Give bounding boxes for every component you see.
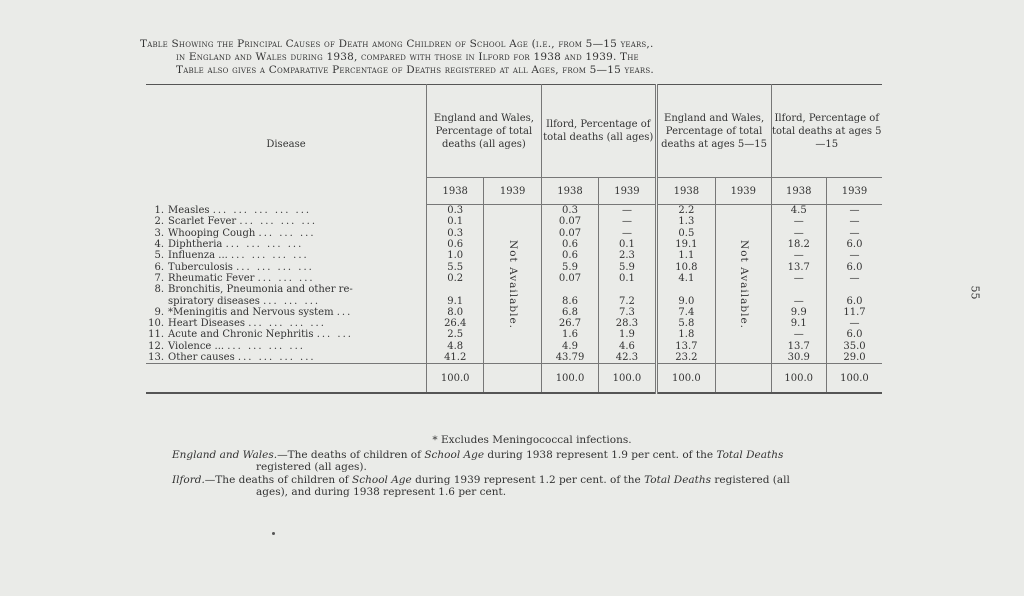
- row-number: 5.: [154, 250, 164, 262]
- value-cell: 6.0: [826, 239, 882, 250]
- value-cell: 1.6: [541, 329, 598, 340]
- disease-cell: [146, 261, 426, 272]
- total-value: 100.0: [656, 364, 715, 394]
- value-cell: 41.2: [426, 352, 483, 364]
- value-cell: 5.9: [541, 261, 598, 272]
- disease-name: Other causes: [168, 352, 235, 363]
- value-cell: 0.3: [426, 228, 483, 239]
- value-cell: 0.1: [599, 239, 656, 250]
- total-value: 100.0: [771, 364, 826, 394]
- total-value: 100.0: [541, 364, 598, 394]
- disease-name: Measles: [168, 204, 210, 216]
- value-cell: 0.07: [541, 216, 598, 227]
- note-text: during 1939 represent 1.2 per cent. of the: [411, 473, 645, 486]
- leader-dots: ... ... ... ...: [227, 340, 305, 352]
- value-cell: 2.2: [656, 205, 715, 217]
- totals-row: [146, 364, 882, 394]
- disease-cell: [146, 318, 426, 329]
- leader-dots: ... ... ...: [263, 295, 321, 307]
- note-label: Ilford.: [172, 473, 205, 486]
- value-cell: 10.8: [656, 261, 715, 272]
- value-cell: —: [771, 216, 826, 227]
- row-number: 13.: [148, 352, 164, 363]
- value-cell: 13.7: [771, 341, 826, 352]
- page-number: 55: [968, 285, 982, 300]
- value-cell: 1.3: [656, 216, 715, 227]
- value-cell: [541, 284, 598, 295]
- value-cell: [826, 284, 882, 295]
- note-italic: Total Deaths: [644, 473, 712, 486]
- value-cell: 0.1: [426, 216, 483, 227]
- value-cell: 1.0: [426, 250, 483, 261]
- value-cell: 4.6: [599, 341, 656, 352]
- disease-name: Heart Diseases: [168, 318, 245, 330]
- disease-name: Diphtheria: [168, 239, 223, 251]
- value-cell: 6.8: [541, 307, 598, 318]
- value-cell: —: [826, 250, 882, 261]
- value-cell: 4.8: [426, 341, 483, 352]
- disease-name: Rheumatic Fever: [168, 272, 255, 284]
- disease-cell: [146, 239, 426, 250]
- value-cell: 0.3: [426, 205, 483, 217]
- row-number: 2.: [154, 216, 164, 228]
- title-line-2: in England and Wales during 1938, compared with those in Ilford for 1938 and 1939. The: [176, 51, 639, 63]
- value-cell: 42.3: [599, 352, 656, 364]
- ink-dot: [272, 532, 275, 535]
- note-italic: Total Deaths: [716, 448, 784, 461]
- note-italic: School Age: [352, 473, 412, 486]
- value-cell: 23.2: [656, 352, 715, 364]
- value-cell: 30.9: [771, 352, 826, 364]
- value-cell: 29.0: [826, 352, 882, 364]
- row-number: 6.: [154, 261, 164, 273]
- row-number: 4.: [154, 239, 164, 251]
- value-cell: 9.1: [426, 295, 483, 306]
- value-cell: —: [771, 329, 826, 340]
- value-cell: 5.9: [599, 261, 656, 272]
- year-header: 1938: [541, 178, 598, 205]
- row-number: 1.: [154, 204, 164, 216]
- disease-name: Tuberculosis: [168, 261, 233, 273]
- table-title: [140, 38, 900, 77]
- value-cell: 35.0: [826, 341, 882, 352]
- value-cell: 9.0: [656, 295, 715, 306]
- value-cell: 6.0: [826, 261, 882, 272]
- value-cell: 5.5: [426, 261, 483, 272]
- value-cell: 2.5: [426, 329, 483, 340]
- value-cell: 43.79: [541, 352, 598, 364]
- value-cell: 1.1: [656, 250, 715, 261]
- value-cell: 26.7: [541, 318, 598, 329]
- leader-dots: ... ... ... ...: [248, 318, 326, 330]
- disease-cell: [146, 352, 426, 364]
- not-available-cell: [484, 205, 541, 364]
- footnote: * Excludes Meningococcal infections.: [432, 434, 632, 446]
- leader-dots: ... ... ... ...: [236, 261, 314, 273]
- note-label: England and Wales.: [172, 448, 278, 461]
- row-number: 12.: [148, 340, 164, 352]
- total-value: 100.0: [826, 364, 882, 394]
- title-line-3: Table also gives a Comparative Percentage of Deaths registered at all Ages, from 5—15 years.: [176, 64, 654, 76]
- value-cell: 28.3: [599, 318, 656, 329]
- row-number: 11.: [148, 329, 164, 341]
- leader-dots: ... ... ... ...: [237, 352, 316, 363]
- disease-cell: [146, 273, 426, 284]
- leader-dots: ... ... ...: [258, 227, 316, 239]
- notes: [172, 434, 892, 499]
- value-cell: 19.1: [656, 239, 715, 250]
- disease-name: spiratory diseases: [168, 295, 260, 307]
- value-cell: 8.0: [426, 307, 483, 318]
- note-italic: School Age: [424, 448, 485, 461]
- disease-cell: [146, 341, 426, 352]
- col-header-ew-all: England and Wales, Percentage of total deaths (all ages): [426, 85, 541, 178]
- year-header: 1939: [826, 178, 882, 205]
- value-cell: —: [826, 318, 882, 329]
- value-cell: 2.3: [599, 250, 656, 261]
- leader-dots: ... ... ...: [257, 272, 315, 284]
- disease-cell: [146, 329, 426, 340]
- leader-dots: ... ...: [316, 329, 353, 341]
- value-cell: —: [826, 216, 882, 227]
- year-header: 1939: [599, 178, 656, 205]
- disease-cell: [146, 250, 426, 261]
- value-cell: 7.2: [599, 295, 656, 306]
- value-cell: 1.9: [599, 329, 656, 340]
- value-cell: —: [599, 228, 656, 239]
- note-text: during 1938 represent 1.9 per cent. of the: [484, 448, 717, 461]
- disease-name: Violence ...: [168, 340, 225, 352]
- disease-name: *Meningitis and Nervous system: [168, 306, 334, 318]
- disease-cell: [146, 284, 426, 295]
- disease-name: Acute and Chronic Nephritis: [168, 329, 314, 341]
- row-number: 8.: [154, 284, 164, 296]
- row-number: 9.: [154, 306, 164, 318]
- leader-dots: ... ... ... ...: [239, 216, 318, 228]
- disease-name: Scarlet Fever: [168, 216, 237, 228]
- value-cell: 4.1: [656, 273, 715, 284]
- not-available-label: Not Available.: [507, 239, 520, 329]
- value-cell: 7.4: [656, 307, 715, 318]
- year-header: 1938: [426, 178, 483, 205]
- value-cell: 0.6: [426, 239, 483, 250]
- note-england-wales: [172, 449, 892, 462]
- value-cell: [426, 284, 483, 295]
- value-cell: 0.07: [541, 228, 598, 239]
- col-header-ilford-all: Ilford, Percentage of total deaths (all ages): [541, 85, 656, 178]
- leader-dots: ...: [336, 306, 353, 318]
- value-cell: —: [599, 205, 656, 217]
- causes-of-death-table: [146, 84, 882, 394]
- not-available-cell: [716, 205, 771, 364]
- value-cell: —: [771, 250, 826, 261]
- value-cell: —: [771, 228, 826, 239]
- disease-cell: [146, 295, 426, 306]
- total-value: 100.0: [426, 364, 483, 394]
- value-cell: 8.6: [541, 295, 598, 306]
- value-cell: 18.2: [771, 239, 826, 250]
- year-header: 1939: [716, 178, 771, 205]
- value-cell: [771, 284, 826, 295]
- disease-name: Influenza ...: [168, 250, 228, 262]
- value-cell: 6.0: [826, 329, 882, 340]
- disease-cell: [146, 205, 426, 217]
- note-text-continued: ages), and during 1938 represent 1.6 per cent.: [256, 486, 507, 498]
- value-cell: 7.3: [599, 307, 656, 318]
- value-cell: [599, 284, 656, 295]
- disease-name: Bronchitis, Pneumonia and other re-: [168, 284, 353, 296]
- note-text: registered (all: [711, 473, 790, 486]
- table-row: [146, 205, 882, 217]
- value-cell: —: [771, 295, 826, 306]
- value-cell: 9.9: [771, 307, 826, 318]
- value-cell: 5.8: [656, 318, 715, 329]
- value-cell: —: [826, 205, 882, 217]
- disease-name: Whooping Cough: [168, 227, 256, 239]
- value-cell: 1.8: [656, 329, 715, 340]
- col-header-ew-5-15: England and Wales, Percentage of total deaths at ages 5—15: [656, 85, 771, 178]
- value-cell: 26.4: [426, 318, 483, 329]
- value-cell: 0.6: [541, 250, 598, 261]
- leader-dots: ... ... ... ... ...: [212, 204, 312, 216]
- row-number: 3.: [154, 227, 164, 239]
- title-line-1: Table Showing the Principal Causes of Death among Children of School Age (i.e., from 5—15 years,.: [140, 38, 654, 50]
- value-cell: —: [826, 228, 882, 239]
- note-ilford: [172, 474, 892, 487]
- disease-header: Disease: [266, 139, 306, 151]
- value-cell: 0.3: [541, 205, 598, 217]
- disease-cell: [146, 307, 426, 318]
- disease-cell: [146, 216, 426, 227]
- not-available-label: Not Available.: [737, 239, 750, 329]
- value-cell: 9.1: [771, 318, 826, 329]
- leader-dots: ... ... ... ...: [225, 239, 304, 251]
- value-cell: —: [826, 273, 882, 284]
- value-cell: 4.5: [771, 205, 826, 217]
- value-cell: 6.0: [826, 295, 882, 306]
- note-text: —The deaths of children of: [277, 448, 425, 461]
- value-cell: 13.7: [771, 261, 826, 272]
- value-cell: 0.2: [426, 273, 483, 284]
- note-text: —The deaths of children of: [204, 473, 353, 486]
- value-cell: 13.7: [656, 341, 715, 352]
- year-header: 1939: [484, 178, 541, 205]
- value-cell: —: [771, 273, 826, 284]
- value-cell: 0.6: [541, 239, 598, 250]
- leader-dots: ... ... ... ...: [231, 250, 309, 262]
- row-number: 10.: [148, 318, 164, 330]
- total-value: 100.0: [599, 364, 656, 394]
- disease-cell: [146, 228, 426, 239]
- value-cell: 11.7: [826, 307, 882, 318]
- value-cell: 0.1: [599, 273, 656, 284]
- value-cell: —: [599, 216, 656, 227]
- col-header-ilford-5-15: Ilford, Percentage of total deaths at ages 5—15: [771, 85, 882, 178]
- value-cell: 0.5: [656, 228, 715, 239]
- row-number: 7.: [154, 272, 164, 284]
- value-cell: 0.07: [541, 273, 598, 284]
- value-cell: 4.9: [541, 341, 598, 352]
- note-text-continued: registered (all ages).: [256, 461, 367, 473]
- year-header: 1938: [771, 178, 826, 205]
- value-cell: [656, 284, 715, 295]
- year-header: 1938: [656, 178, 715, 205]
